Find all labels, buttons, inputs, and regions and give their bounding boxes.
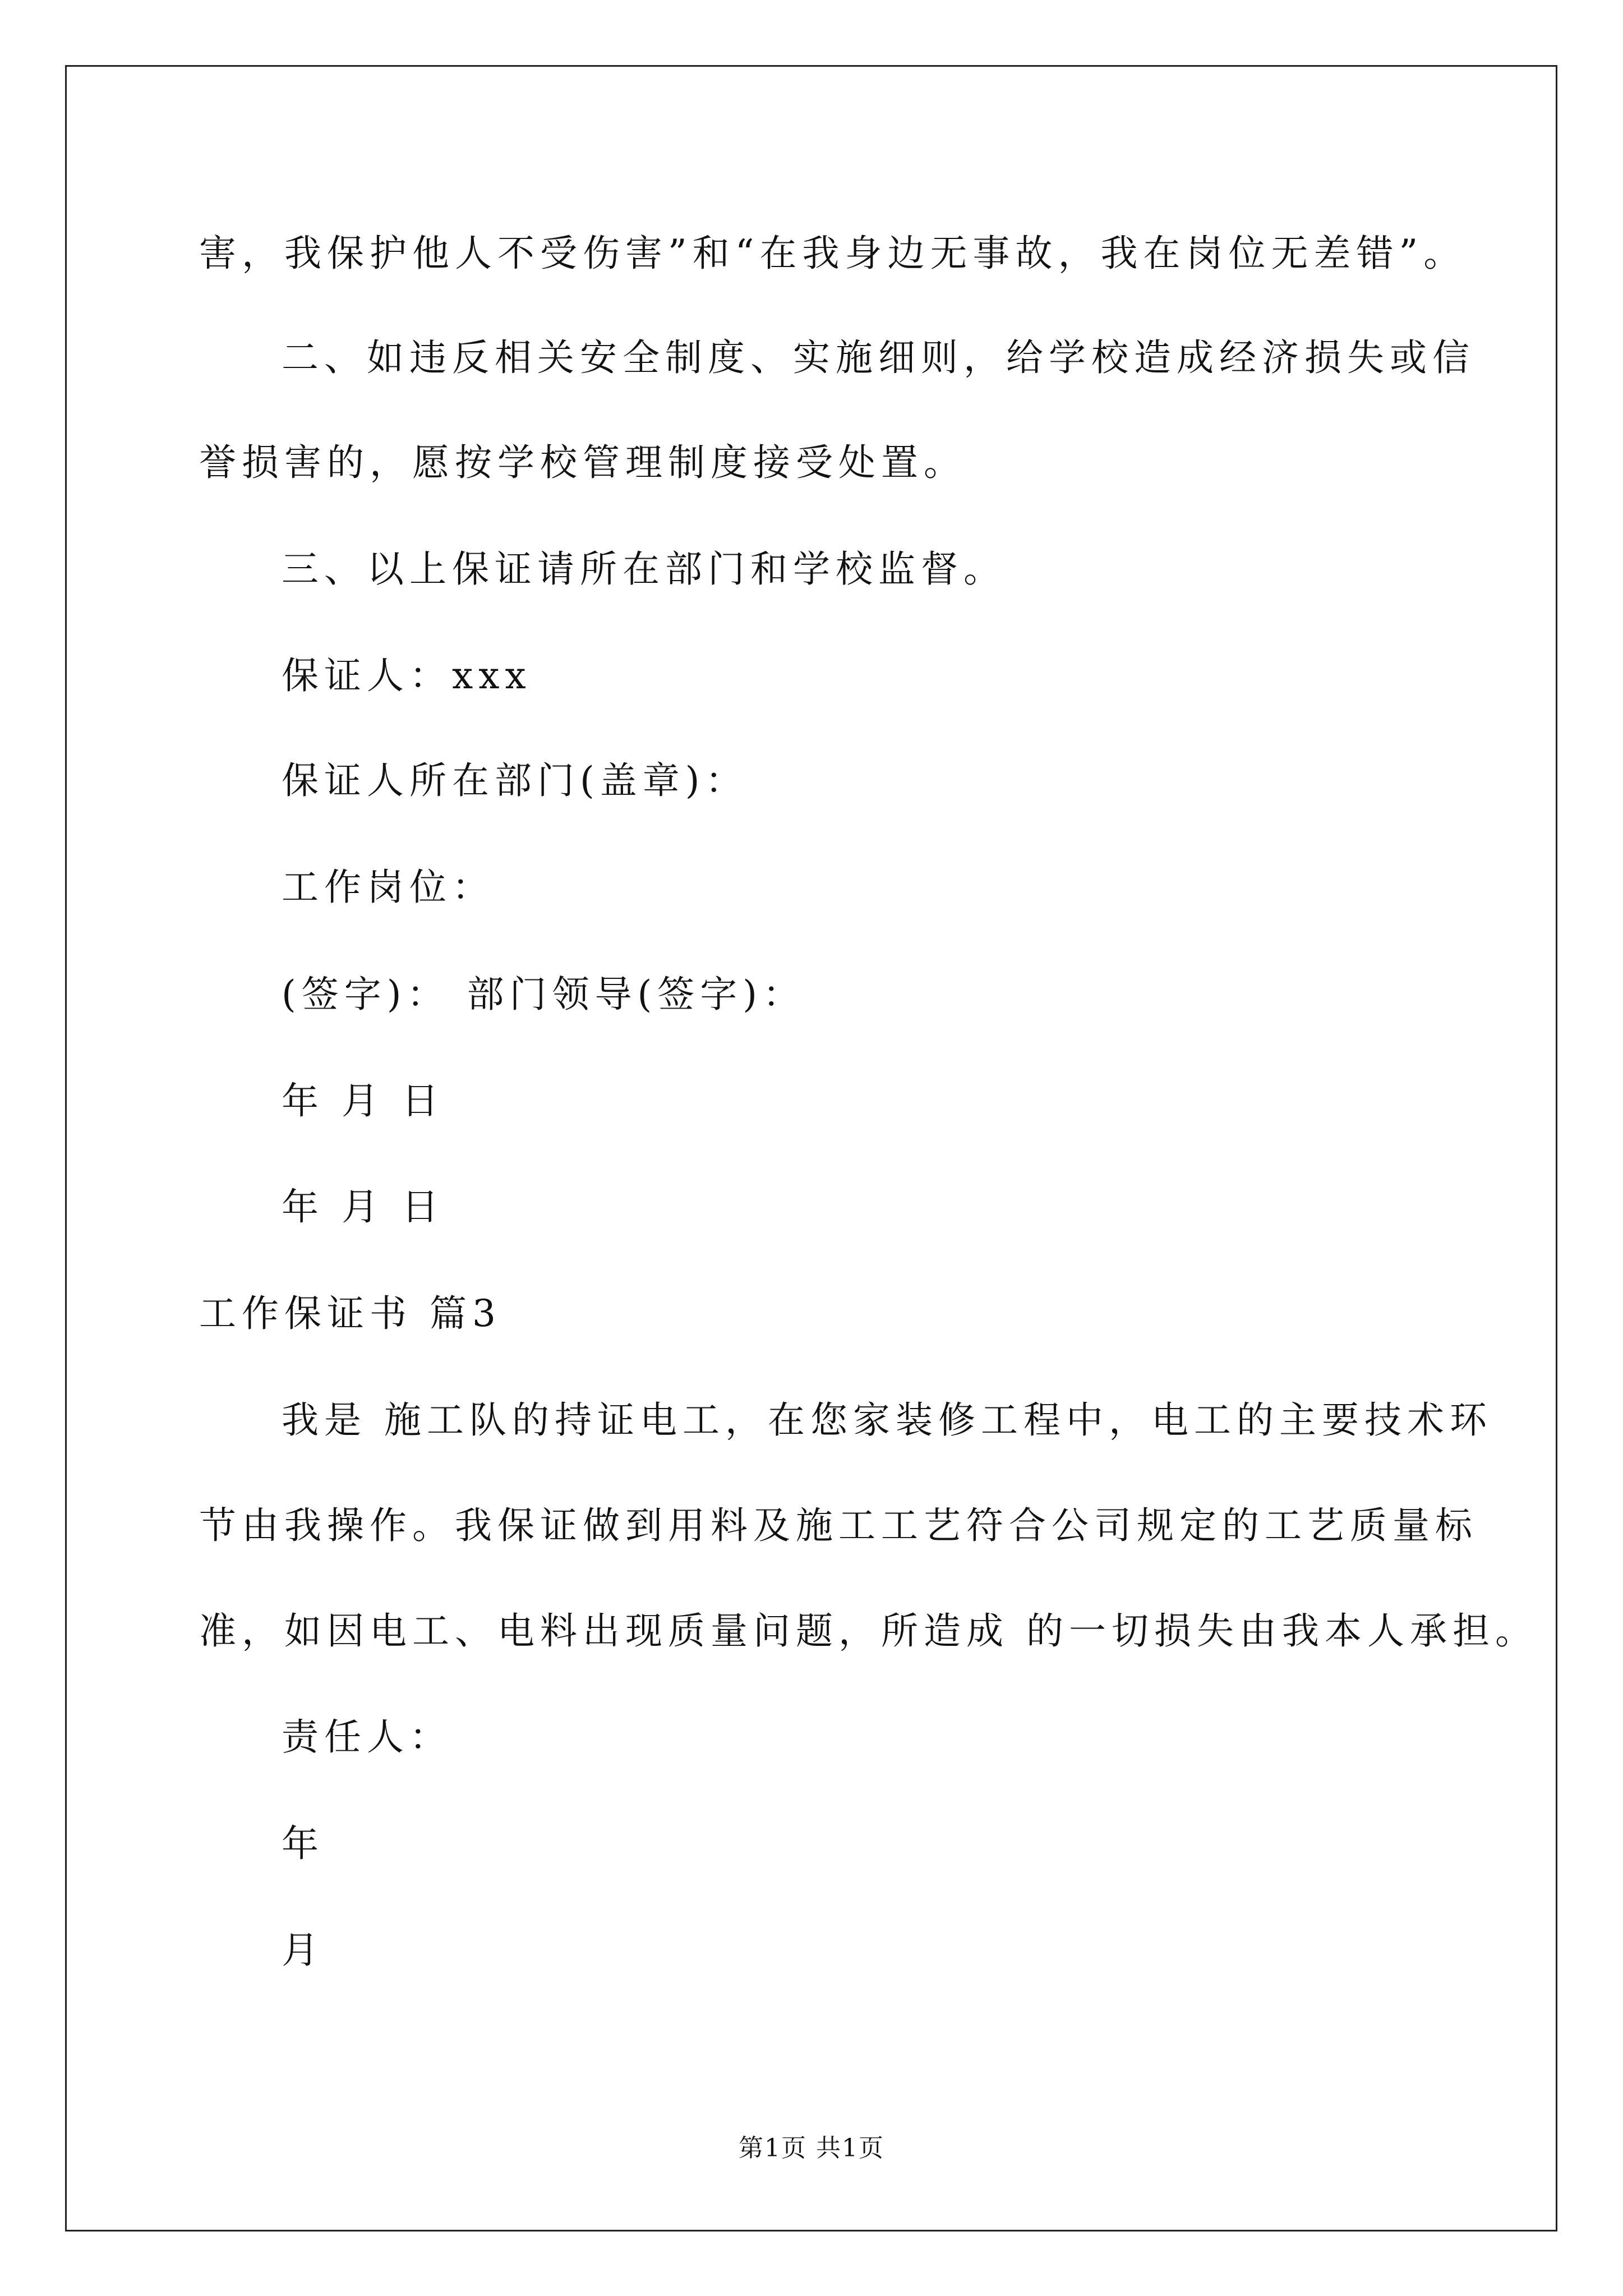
body-line: 三、以上保证请所在部门和学校监督。 bbox=[282, 547, 1006, 591]
date-line: 年 月 日 bbox=[282, 1185, 444, 1228]
month-line: 月 bbox=[282, 1929, 324, 1972]
year-line: 年 bbox=[282, 1822, 324, 1865]
page-footer: 第1页 共1页 bbox=[739, 2134, 884, 2162]
body-line: 我是 施工队的持证电工，在您家装修工程中，电工的主要技术环 bbox=[282, 1398, 1492, 1442]
body-line: 二、如违反相关安全制度、实施细则，给学校造成经济损失或信 bbox=[282, 336, 1475, 379]
section-heading: 工作保证书 篇3 bbox=[199, 1292, 501, 1335]
body-line: 害，我保护他人不受伤害”和“在我身边无事故，我在岗位无差错”。 bbox=[199, 232, 1467, 275]
date-line: 年 月 日 bbox=[282, 1079, 444, 1122]
job-position-line: 工作岗位： bbox=[282, 866, 495, 909]
body-line: 节由我操作。我保证做到用料及施工工艺符合公司规定的工艺质量标 bbox=[199, 1504, 1478, 1547]
signature-line: (签字)： 部门领导(签字)： bbox=[282, 973, 805, 1016]
responsible-person-line: 责任人： bbox=[282, 1715, 452, 1759]
body-line: 准，如因电工、电料出现质量问题，所造成 的一切损失由我本人承担。 bbox=[199, 1609, 1538, 1653]
body-line: 誉损害的，愿按学校管理制度接受处置。 bbox=[199, 441, 966, 484]
page-border bbox=[65, 65, 1557, 2231]
department-seal-line: 保证人所在部门(盖章)： bbox=[282, 759, 748, 802]
guarantor-line: 保证人：xxx bbox=[282, 654, 532, 697]
